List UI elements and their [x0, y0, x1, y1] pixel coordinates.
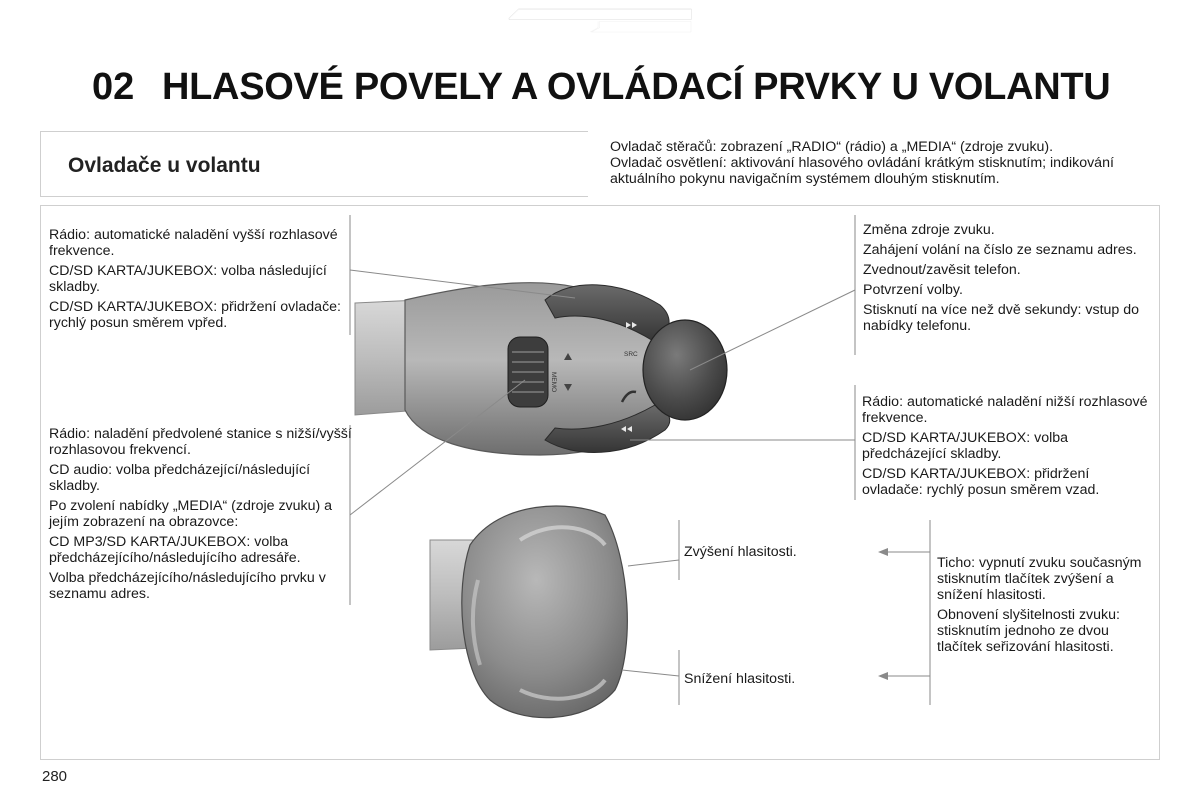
volume-up-label: Zvýšení hlasitosti.: [684, 544, 797, 560]
note-preset-station: Rádio: naladění předvolené stanice s nižší/vyšší rozhlasovou frekvencí.: [49, 426, 352, 458]
note-wiper-stalk: Ovladač stěračů: zobrazení „RADIO“ (rádio) a „MEDIA“ (zdroje zvuku).: [610, 139, 1054, 155]
volume-down-label: Snížení hlasitosti.: [684, 671, 796, 687]
note-fast-forward: CD/SD KARTA/JUKEBOX: přidržení ovladače: rychlý posun směrem vpřed.: [49, 299, 341, 331]
chapter-number: 02: [92, 66, 135, 108]
page-number: 280: [42, 768, 68, 785]
note-answer-hangup: Zvednout/zavěsit telefon.: [863, 262, 1021, 278]
note-radio-seek-down: Rádio: automatické naladění nižší rozhlasové frekvence.: [862, 394, 1148, 426]
note-address-list: Volba předcházejícího/následujícího prvku v seznamu adres.: [49, 570, 326, 602]
note-media-menu: Po zvolení nabídky „MEDIA“ (zdroje zvuku) a jejím zobrazení na obrazovce:: [49, 498, 333, 530]
note-next-track: CD/SD KARTA/JUKEBOX: volba následující skladby.: [49, 263, 327, 295]
note-confirm: Potvrzení volby.: [863, 282, 963, 298]
note-start-call: Zahájení volání na číslo ze seznamu adres.: [863, 242, 1137, 258]
note-rewind: CD/SD KARTA/JUKEBOX: přidržení ovladače: rychlý posun směrem vzad.: [862, 466, 1100, 498]
note-change-source: Změna zdroje zvuku.: [863, 222, 995, 238]
note-lighting-stalk: Ovladač osvětlení: aktivování hlasového ovládání krátkým stisknutím; indikování aktuálního pokynu navigačním systémem dlouhým stisknutím.: [610, 155, 1114, 187]
right-mid-notes: [862, 394, 1152, 502]
note-phone-menu: Stisknutí na více než dvě sekundy: vstup do nabídky telefonu.: [863, 302, 1140, 334]
section-title: Ovladače u volantu: [68, 154, 261, 177]
note-previous-track: CD/SD KARTA/JUKEBOX: volba předcházející skladby.: [862, 430, 1069, 462]
note-folder-select: CD MP3/SD KARTA/JUKEBOX: volba předcházejícího/následujícího adresáře.: [49, 534, 301, 566]
volume-control: [430, 506, 627, 718]
mute-notes: [937, 555, 1152, 659]
note-unmute: Obnovení slyšitelnosti zvuku: stisknutím jednoho ze dvou tlačítek seřizování hlasitosti.: [937, 607, 1120, 655]
left-top-notes: [49, 227, 349, 335]
src-label: SRC: [624, 351, 638, 358]
page-title: HLASOVÉ POVELY A OVLÁDACÍ PRVKY U VOLANTU: [162, 66, 1111, 108]
note-mute: Ticho: vypnutí zvuku současným stisknutím tlačítek zvýšení a snížení hlasitosti.: [937, 555, 1142, 603]
note-cd-track: CD audio: volba předcházející/následující skladby.: [49, 462, 311, 494]
audio-control-stalk: [355, 283, 727, 455]
right-top-notes: [863, 222, 1153, 338]
memo-label: MEMO: [550, 372, 557, 393]
left-mid-notes: [49, 426, 359, 606]
note-radio-seek-up: Rádio: automatické naladění vyšší rozhlasové frekvence.: [49, 227, 338, 259]
